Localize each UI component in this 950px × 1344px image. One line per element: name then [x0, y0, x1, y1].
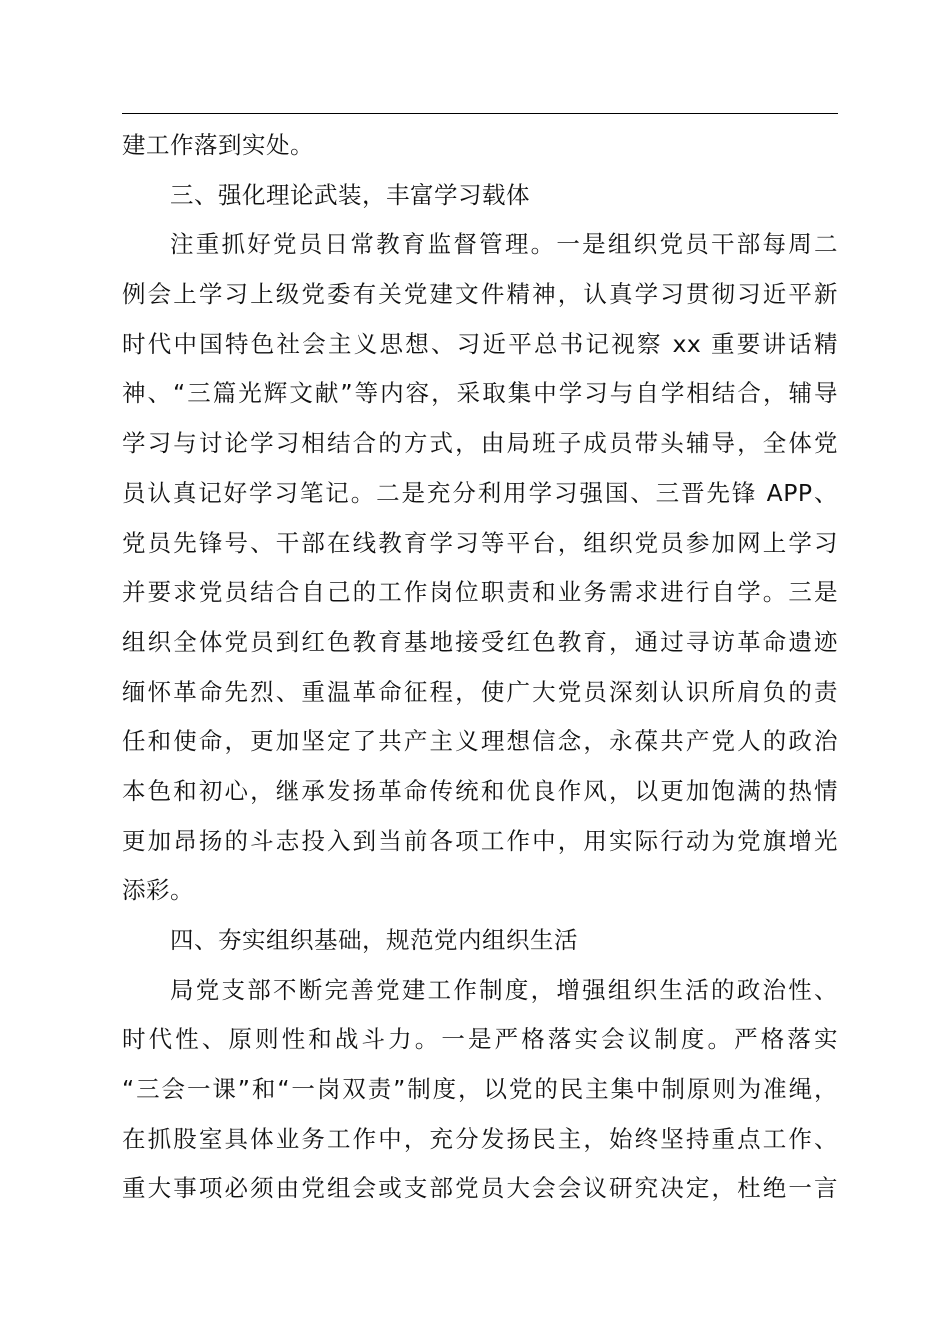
header-rule — [122, 113, 838, 114]
paragraph-line: 组织全体党员到红色教育基地接受红色教育，通过寻访革命遗迹 — [122, 627, 838, 656]
paragraph-line: 重大事项必须由党组会或支部党员大会会议研究决定，杜绝一言 — [122, 1174, 838, 1203]
paragraph-line: 注重抓好党员日常教育监督管理。一是组织党员干部每周二 — [170, 230, 838, 259]
paragraph-line: 党员先锋号、干部在线教育学习等平台，组织党员参加网上学习 — [122, 528, 838, 557]
paragraph-line: 本色和初心，继承发扬革命传统和优良作风，以更加饱满的热情 — [122, 776, 838, 805]
paragraph-line: 任和使命，更加坚定了共产主义理想信念，永葆共产党人的政治 — [122, 727, 838, 756]
paragraph-line: 并要求党员结合自己的工作岗位职责和业务需求进行自学。三是 — [122, 578, 838, 607]
paragraph-line: 局党支部不断完善党建工作制度，增强组织生活的政治性、 — [170, 975, 838, 1004]
paragraph-line: 更加昂扬的斗志投入到当前各项工作中，用实际行动为党旗增光 — [122, 826, 838, 855]
paragraph-line: 缅怀革命先烈、重温革命征程，使广大党员深刻认识所肩负的责 — [122, 677, 838, 706]
paragraph-line: 例会上学习上级党委有关党建文件精神，认真学习贯彻习近平新 — [122, 280, 838, 309]
paragraph-line: 在抓股室具体业务工作中，充分发扬民主，始终坚持重点工作、 — [122, 1124, 838, 1153]
section-heading-4: 四、夯实组织基础，规范党内组织生活 — [170, 926, 578, 954]
paragraph-line: 学习与讨论学习相结合的方式，由局班子成员带头辅导，全体党 — [122, 429, 838, 458]
paragraph-line: 建工作落到实处。 — [122, 131, 314, 159]
paragraph-line: 时代中国特色社会主义思想、习近平总书记视察 xx 重要讲话精 — [122, 329, 838, 358]
section-heading-3: 三、强化理论武装，丰富学习载体 — [170, 180, 530, 209]
paragraph-line: 员认真记好学习笔记。二是充分利用学习强国、三晋先锋 APP、 — [122, 478, 838, 507]
document-body — [122, 121, 838, 1214]
paragraph-line: 添彩。 — [122, 876, 194, 905]
paragraph-line: “三会一课”和“一岗双责”制度，以党的民主集中制原则为准绳， — [122, 1075, 838, 1104]
paragraph-line: 时代性、原则性和战斗力。一是严格落实会议制度。严格落实 — [122, 1025, 838, 1054]
paragraph-line: 神、“三篇光辉文献”等内容，采取集中学习与自学相结合，辅导 — [122, 379, 838, 408]
